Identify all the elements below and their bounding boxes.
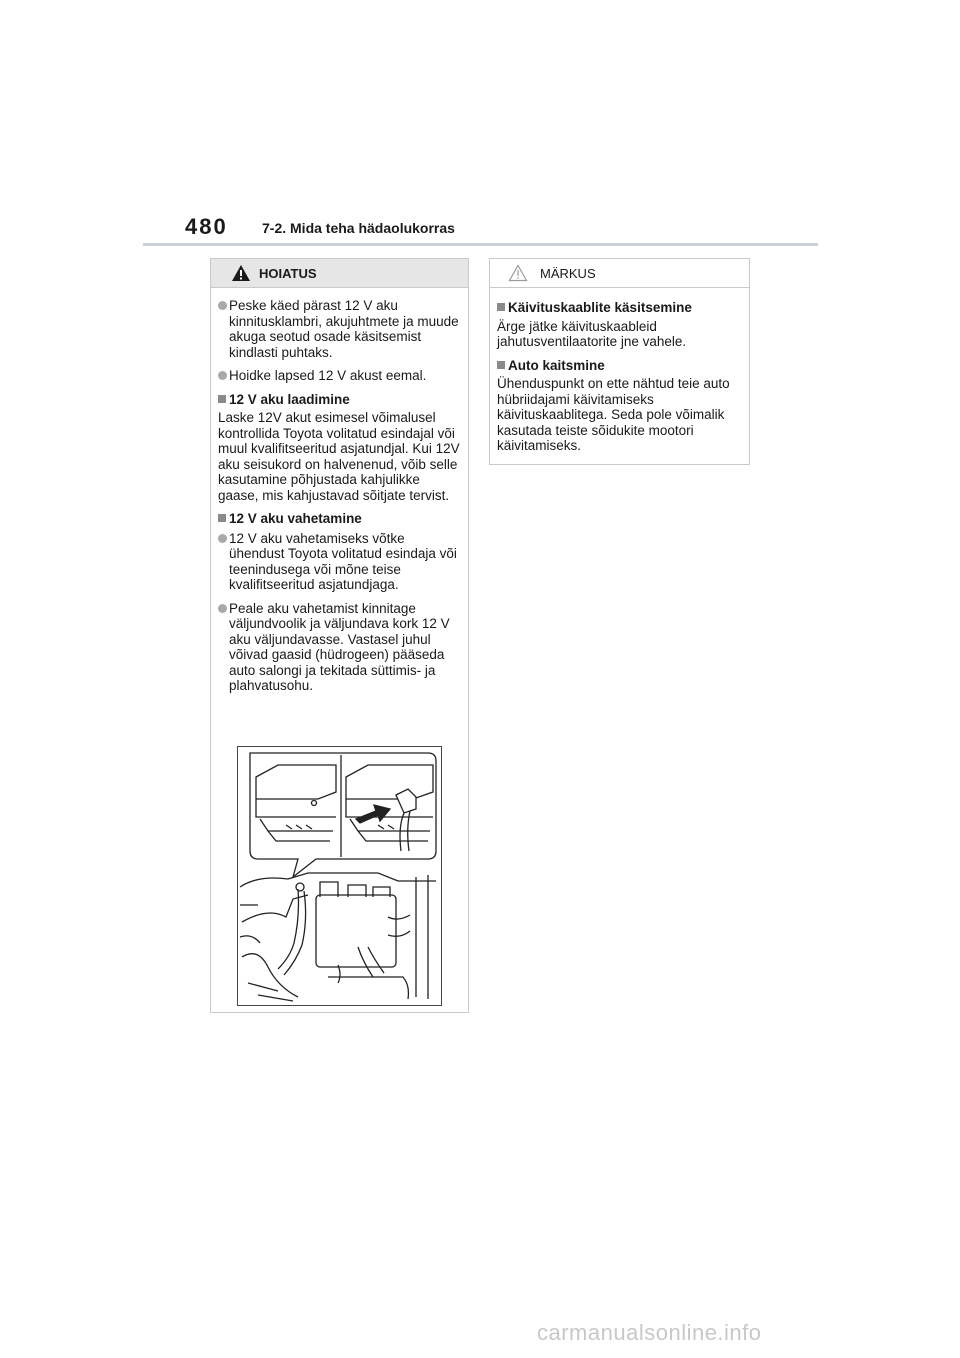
notice-subhead-protection: Auto kaitsmine xyxy=(497,358,742,374)
notice-box-content xyxy=(490,288,749,454)
battery-exhaust-hose-illustration xyxy=(238,747,441,1005)
warning-bullet-4: Peale aku vahetamist kinnitage väljundvoolik ja väljundava kork 12 V aku väljundavasse. Vastasel juhul võivad gaasid (hüdrogeen) pääseda auto salongi ja tekitada süttimis- ja plahvatusohu. xyxy=(218,601,461,694)
square-bullet-icon xyxy=(218,395,226,403)
watermark: carmanualsonline.info xyxy=(537,1320,762,1345)
warning-box-content xyxy=(211,288,468,694)
notice-box-header xyxy=(490,259,749,288)
warning-paragraph: Laske 12V akut esimesel võimalusel kontrollida Toyota volitatud esindajal või muul kvalifitseeritud asjatundjal. Kui 12V aku seisukord on halvenenud, võib selle kasutamine põhjustada kahjulikke gaase, mis kahjustavad sõitjate tervist. xyxy=(218,410,460,503)
notice-triangle-icon xyxy=(508,264,528,282)
page-number: 480 xyxy=(185,214,228,239)
notice-box xyxy=(489,258,750,465)
square-bullet-icon xyxy=(218,514,226,522)
square-bullet-icon xyxy=(497,361,505,369)
bullet-dot-icon xyxy=(218,371,227,380)
notice-subhead-cables: Käivituskaablite käsitsemine xyxy=(497,300,742,316)
section-title: 7-2. Mida teha hädaolukorras xyxy=(262,220,455,236)
warning-bullet-2: Hoidke lapsed 12 V akust eemal. xyxy=(218,368,461,384)
square-bullet-icon xyxy=(497,303,505,311)
bullet-dot-icon xyxy=(218,301,227,310)
header-rule xyxy=(143,243,818,246)
warning-box-header xyxy=(211,259,468,288)
notice-paragraph-cables: Ärge jätke käivituskaableid jahutusventilaatorite jne vahele. xyxy=(497,318,687,349)
warning-subhead-replacing: 12 V aku vahetamine xyxy=(218,511,461,527)
warning-bullet-3: 12 V aku vahetamiseks võtke ühendust Toyota volitatud esindaja või teenindusega või mõne teise kvalifitseeritud asjatundjaga. xyxy=(218,531,461,593)
warning-box-title: HOIATUS xyxy=(259,266,317,281)
notice-paragraph-protection: Ühenduspunkt on ette nähtud teie auto hübriidajami käivitamiseks käivituskaablitega. Seda pole võimalik kasutada teiste sõidukite mootori käivitamiseks. xyxy=(497,376,730,453)
battery-illustration xyxy=(237,746,442,1006)
warning-subhead-charging: 12 V aku laadimine xyxy=(218,392,461,408)
bullet-dot-icon xyxy=(218,604,227,613)
warning-bullet-1: Peske käed pärast 12 V aku kinnitusklambri, akujuhtmete ja muude akuga seotud osade käsitsemist kindlasti puhtaks. xyxy=(218,298,461,360)
notice-box-title: MÄRKUS xyxy=(540,266,596,281)
warning-triangle-icon xyxy=(231,264,251,282)
bullet-dot-icon xyxy=(218,534,227,543)
